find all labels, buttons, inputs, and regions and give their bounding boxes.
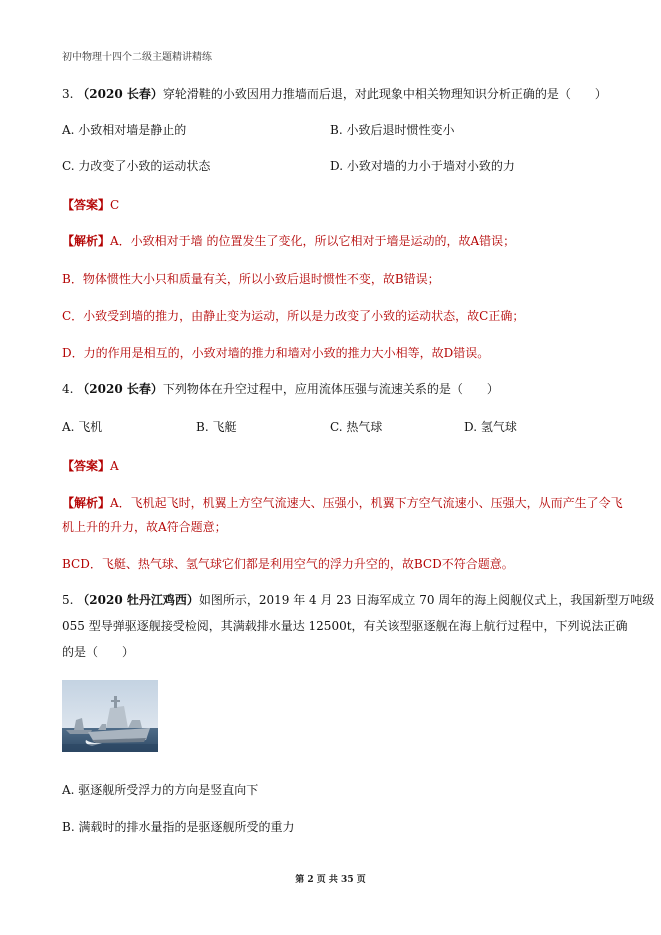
analysis-tag: 【解析】 bbox=[62, 234, 111, 248]
answer-tag: 【答案】 bbox=[62, 198, 111, 212]
question-3-analysis-2: B．物体惯性大小只和质量有关，所以小致后退时惯性不变，故B错误； bbox=[62, 272, 440, 286]
question-3-analysis-3: C．小致受到墙的推力，由静止变为运动，所以是力改变了小致的运动状态，故C正确； bbox=[62, 309, 525, 323]
analysis-text: A．小致相对于墙 的位置发生了变化，所以它相对于墙是运动的，故A错误； bbox=[110, 234, 516, 248]
question-4-number: 4. bbox=[62, 382, 74, 396]
question-3-number: 3. bbox=[62, 87, 74, 101]
question-4-source: （2020 长春） bbox=[77, 382, 163, 396]
running-header: 初中物理十四个二级主题精讲精练 bbox=[62, 52, 212, 63]
question-3-option-b: B. 小致后退时惯性变小 bbox=[330, 123, 455, 137]
analysis-tag: 【解析】 bbox=[62, 496, 111, 510]
page-footer: 第 2 页 共 35 页 bbox=[295, 875, 366, 885]
question-3-analysis-1 bbox=[62, 232, 515, 249]
analysis-text: A．飞机起飞时，机翼上方空气流速大、压强小，机翼下方空气流速小、压强大，从而产生了令飞 bbox=[110, 496, 623, 510]
question-4-text: 下列物体在升空过程中，应用流体压强与流速关系的是（ ） bbox=[162, 382, 499, 396]
question-3-source: （2020 长春） bbox=[77, 87, 163, 101]
question-5-line-2: 055 型导弹驱逐舰接受检阅，其满载排水量达 12500t，有关该型驱逐舰在海上航行过程中，下列说法正确 bbox=[62, 619, 628, 633]
question-4-analysis-1 bbox=[62, 494, 623, 511]
destroyer-photo bbox=[62, 680, 158, 752]
question-4-option-a: A. 飞机 bbox=[62, 420, 103, 434]
question-5-source: （2020 牡丹江鸡西） bbox=[77, 593, 199, 607]
question-4-option-b: B. 飞艇 bbox=[196, 420, 237, 434]
question-3-analysis-4: D．力的作用是相互的，小致对墙的推力和墙对小致的推力大小相等，故D错误。 bbox=[62, 346, 490, 360]
question-3-text: 穿轮滑鞋的小致因用力推墙而后退，对此现象中相关物理知识分析正确的是（ ） bbox=[162, 87, 607, 101]
question-4-stem bbox=[62, 381, 499, 397]
question-3-stem bbox=[62, 86, 607, 102]
question-4-analysis-1-cont: 机上升的升力，故A符合题意； bbox=[62, 520, 227, 534]
question-3-option-a: A. 小致相对墙是静止的 bbox=[62, 123, 187, 137]
answer-tag: 【答案】 bbox=[62, 459, 111, 473]
question-3-answer bbox=[62, 196, 119, 213]
question-4-option-d: D. 氢气球 bbox=[464, 420, 517, 434]
question-4-analysis-2: BCD．飞艇、热气球、氢气球它们都是利用空气的浮力升空的，故BCD不符合题意。 bbox=[62, 557, 514, 571]
question-5-option-a: A. 驱逐舰所受浮力的方向是竖直向下 bbox=[62, 783, 259, 797]
answer-value: A bbox=[110, 459, 119, 473]
question-5-number: 5. bbox=[62, 593, 74, 607]
question-3-option-c: C. 力改变了小致的运动状态 bbox=[62, 159, 211, 173]
question-3-option-d: D. 小致对墙的力小于墙对小致的力 bbox=[330, 159, 515, 173]
question-4-answer bbox=[62, 457, 119, 474]
question-4-option-c: C. 热气球 bbox=[330, 420, 383, 434]
question-5-line-3: 的是（ ） bbox=[62, 645, 135, 659]
destroyer-illustration bbox=[62, 680, 158, 752]
question-5-option-b: B. 满载时的排水量指的是驱逐舰所受的重力 bbox=[62, 820, 295, 834]
question-5-text: 如图所示，2019 年 4 月 23 日海军成立 70 周年的海上阅舰仪式上，我国新型万吨级 bbox=[198, 593, 655, 607]
answer-value: C bbox=[110, 198, 120, 212]
question-5-line-1 bbox=[62, 592, 654, 608]
